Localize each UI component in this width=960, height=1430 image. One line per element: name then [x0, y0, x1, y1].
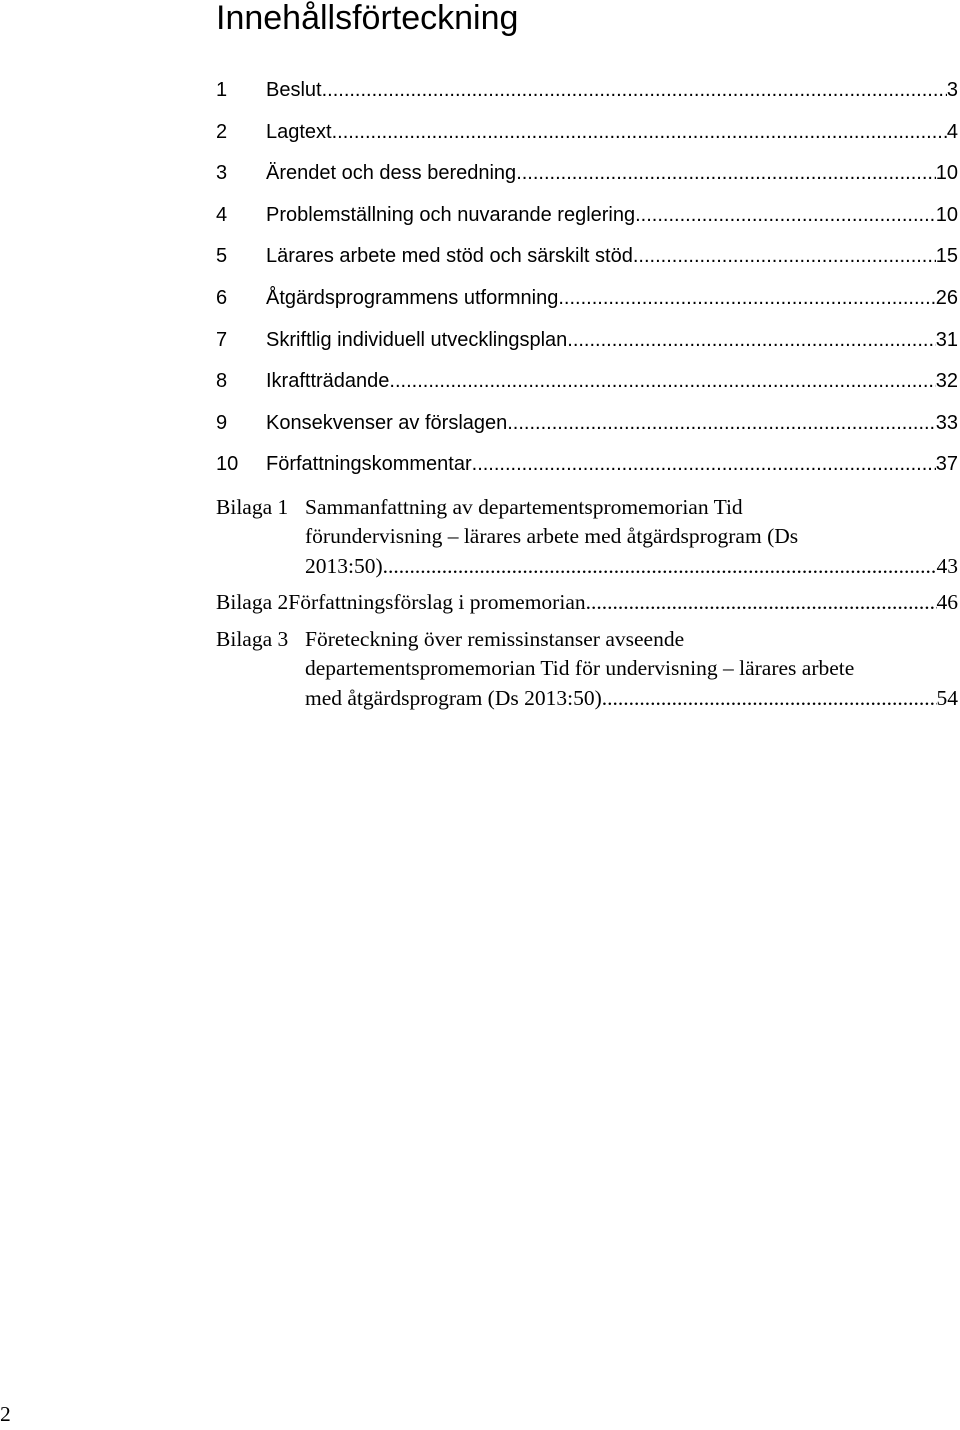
toc-entry-page: 43: [936, 553, 958, 578]
toc-entry-number: 6: [216, 286, 228, 309]
toc-entry[interactable]: [216, 195, 958, 237]
toc-leader-dots: [472, 444, 936, 486]
toc-entry-title: Beslut: [266, 79, 322, 101]
toc-entry-title: Konsekvenser av förslagen: [266, 411, 508, 434]
toc-appendix-line: [216, 493, 958, 523]
toc-leader-dots: [602, 684, 937, 714]
toc-appendix-label: Bilaga 3: [216, 626, 289, 651]
toc-appendix-title-continued: departementspromemorian Tid för undervisning – lärares arbete: [305, 656, 855, 681]
toc-entry-number: 10: [216, 453, 239, 476]
toc-appendix-title-continued: 2013:50): [305, 553, 383, 578]
toc-entry-page: 37: [935, 453, 958, 476]
toc-entry-number: 1: [216, 79, 228, 101]
toc-entry-number: 8: [216, 370, 228, 393]
toc-appendix-line: [216, 588, 958, 618]
toc-appendix-line: [216, 625, 958, 655]
toc-entry[interactable]: [216, 112, 958, 154]
toc-entry-page: 10: [935, 162, 958, 185]
toc-leader-dots: [558, 278, 935, 320]
toc-leader-dots: [567, 320, 935, 362]
toc-leader-dots: [322, 70, 947, 112]
toc-appendix-entry[interactable]: [216, 625, 958, 714]
toc-entry[interactable]: [216, 361, 958, 403]
toc-entry-page: 54: [936, 685, 958, 710]
toc-entry-title: Lärares arbete med stöd och särskilt stöd: [266, 245, 633, 268]
toc-entry[interactable]: [216, 320, 958, 362]
toc-entry-page: 10: [935, 203, 958, 226]
toc-appendix-title: Författningsförslag i promemorian: [288, 590, 586, 615]
toc-appendix-entry[interactable]: [216, 493, 958, 582]
toc-entry-title: Problemställning och nuvarande reglering: [266, 203, 636, 226]
toc-leader-dots: [507, 403, 936, 445]
toc-entry-page: 46: [936, 590, 958, 615]
page-title: Innehållsförteckning: [216, 0, 519, 37]
toc-entry-page: 33: [935, 411, 958, 434]
toc-appendix-line: [216, 552, 958, 582]
toc-entry-title: Författningskommentar: [266, 453, 472, 476]
toc-leader-dots: [586, 588, 937, 618]
toc-entry-title: Lagtext: [266, 120, 332, 143]
toc-entry[interactable]: [216, 403, 958, 445]
toc-appendix-title: Företeckning över remissinstanser avseende: [305, 626, 685, 651]
toc-leader-dots: [516, 153, 936, 195]
toc-entry[interactable]: [216, 70, 958, 112]
toc-entry[interactable]: [216, 444, 958, 486]
toc-entry-page: 32: [935, 370, 958, 393]
toc-entry-title: Skriftlig individuell utvecklingsplan: [266, 328, 568, 351]
toc-entry-page: 4: [946, 120, 958, 143]
toc-leader-dots: [633, 236, 936, 278]
table-of-contents: [216, 70, 958, 720]
toc-appendix-line: [216, 684, 958, 714]
toc-leader-dots: [635, 195, 936, 237]
toc-appendix-label: Bilaga 1: [216, 494, 289, 519]
toc-entry-number: 4: [216, 203, 228, 226]
toc-entry-number: 2: [216, 120, 228, 143]
toc-leader-dots: [389, 361, 935, 403]
toc-entry-title: Åtgärdsprogrammens utformning: [266, 286, 559, 309]
toc-appendix-title: Sammanfattning av departementspromemorian Tid: [305, 494, 743, 519]
toc-entry[interactable]: [216, 153, 958, 195]
toc-entry-page: 31: [935, 328, 958, 351]
toc-entry-title: Ärendet och dess beredning: [266, 162, 517, 185]
toc-appendix-title-continued: med åtgärdsprogram (Ds 2013:50): [305, 685, 602, 710]
page-number: 2: [0, 1402, 11, 1426]
toc-leader-dots: [332, 112, 947, 154]
toc-appendix-entry[interactable]: [216, 588, 958, 618]
toc-entry[interactable]: [216, 278, 958, 320]
toc-entry-title: Ikraftträdande: [266, 370, 390, 393]
toc-appendix-title-continued: förundervisning – lärares arbete med åtgärdsprogram (Ds: [305, 524, 799, 549]
toc-entry-page: 15: [935, 245, 958, 268]
toc-entry[interactable]: [216, 236, 958, 278]
toc-entry-number: 9: [216, 411, 228, 434]
toc-appendix-label: Bilaga 2: [216, 590, 289, 615]
toc-entry-number: 3: [216, 162, 228, 185]
toc-entry-number: 5: [216, 245, 228, 268]
toc-entry-page: 3: [946, 79, 958, 101]
toc-entry-page: 26: [935, 286, 958, 309]
toc-entry-number: 7: [216, 328, 228, 351]
toc-leader-dots: [383, 552, 937, 582]
